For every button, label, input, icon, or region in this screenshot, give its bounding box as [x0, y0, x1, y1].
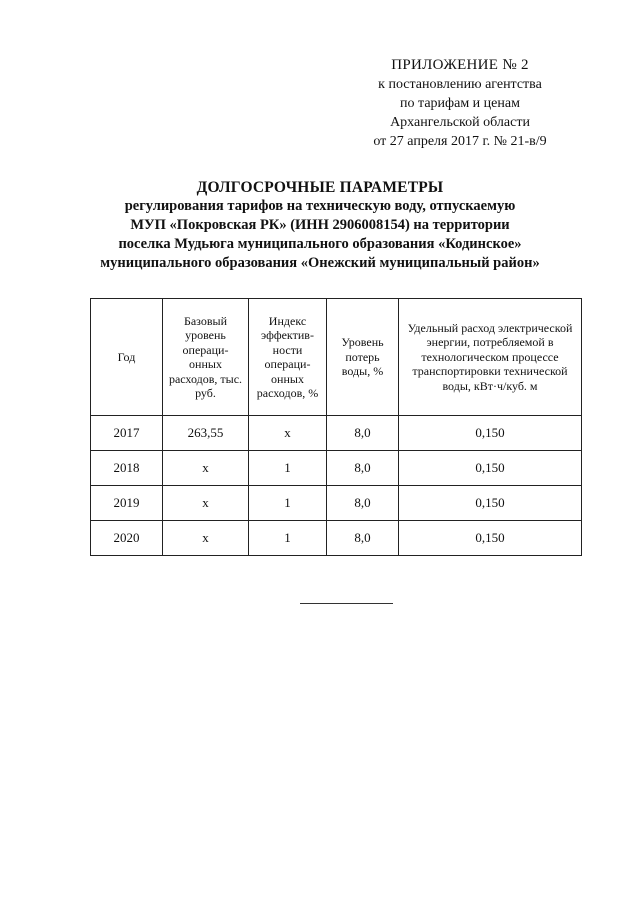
cell-efficiency-index: 1 — [249, 486, 327, 521]
document-heading — [0, 178, 640, 273]
heading-line: регулирования тарифов на техническую воду, отпускаемую — [124, 198, 516, 214]
cell-water-loss: 8,0 — [327, 486, 399, 521]
cell-base-level: х — [163, 521, 249, 556]
header-base-level: Базовый уровень операци-онных расходов, тыс. руб. — [163, 299, 249, 416]
table-row — [91, 416, 582, 451]
cell-year: 2017 — [91, 416, 163, 451]
cell-base-level: х — [163, 486, 249, 521]
cell-energy: 0,150 — [399, 416, 582, 451]
cell-efficiency-index: 1 — [249, 451, 327, 486]
table-header-row — [91, 299, 582, 416]
header-efficiency-index: Индекс эффектив-ности операци-онных расходов, % — [249, 299, 327, 416]
header-energy: Удельный расход электрической энергии, потребляемой в технологическом процессе транспортировки технической воды, кВт·ч/куб. м — [399, 299, 582, 416]
heading-line: МУП «Покровская РК» (ИНН 2906008154) на территории — [130, 217, 510, 233]
annex-line: к постановлению агентства — [378, 77, 542, 92]
cell-efficiency-index: 1 — [249, 521, 327, 556]
cell-year: 2018 — [91, 451, 163, 486]
cell-water-loss: 8,0 — [327, 521, 399, 556]
cell-energy: 0,150 — [399, 486, 582, 521]
cell-efficiency-index: х — [249, 416, 327, 451]
table-row — [91, 521, 582, 556]
cell-year: 2020 — [91, 521, 163, 556]
annex-block — [340, 56, 580, 151]
annex-date-line: от 27 апреля 2017 г. № 21-в/9 — [373, 134, 547, 149]
document-title: ДОЛГОСРОЧНЫЕ ПАРАМЕТРЫ — [196, 179, 444, 196]
cell-energy: 0,150 — [399, 451, 582, 486]
annex-line: Архангельской области — [390, 115, 530, 130]
cell-base-level: х — [163, 451, 249, 486]
heading-line: муниципального образования «Онежский муниципальный район» — [100, 255, 540, 271]
heading-line: поселка Мудьюга муниципального образования «Кодинское» — [118, 236, 522, 252]
document-end-divider — [300, 603, 393, 604]
table-row — [91, 486, 582, 521]
cell-energy: 0,150 — [399, 521, 582, 556]
table-row — [91, 451, 582, 486]
parameters-table — [90, 298, 582, 556]
annex-title: ПРИЛОЖЕНИЕ № 2 — [391, 57, 529, 73]
header-year: Год — [91, 299, 163, 416]
cell-year: 2019 — [91, 486, 163, 521]
header-water-loss: Уровень потерь воды, % — [327, 299, 399, 416]
annex-line: по тарифам и ценам — [400, 96, 520, 111]
cell-water-loss: 8,0 — [327, 451, 399, 486]
cell-water-loss: 8,0 — [327, 416, 399, 451]
cell-base-level: 263,55 — [163, 416, 249, 451]
